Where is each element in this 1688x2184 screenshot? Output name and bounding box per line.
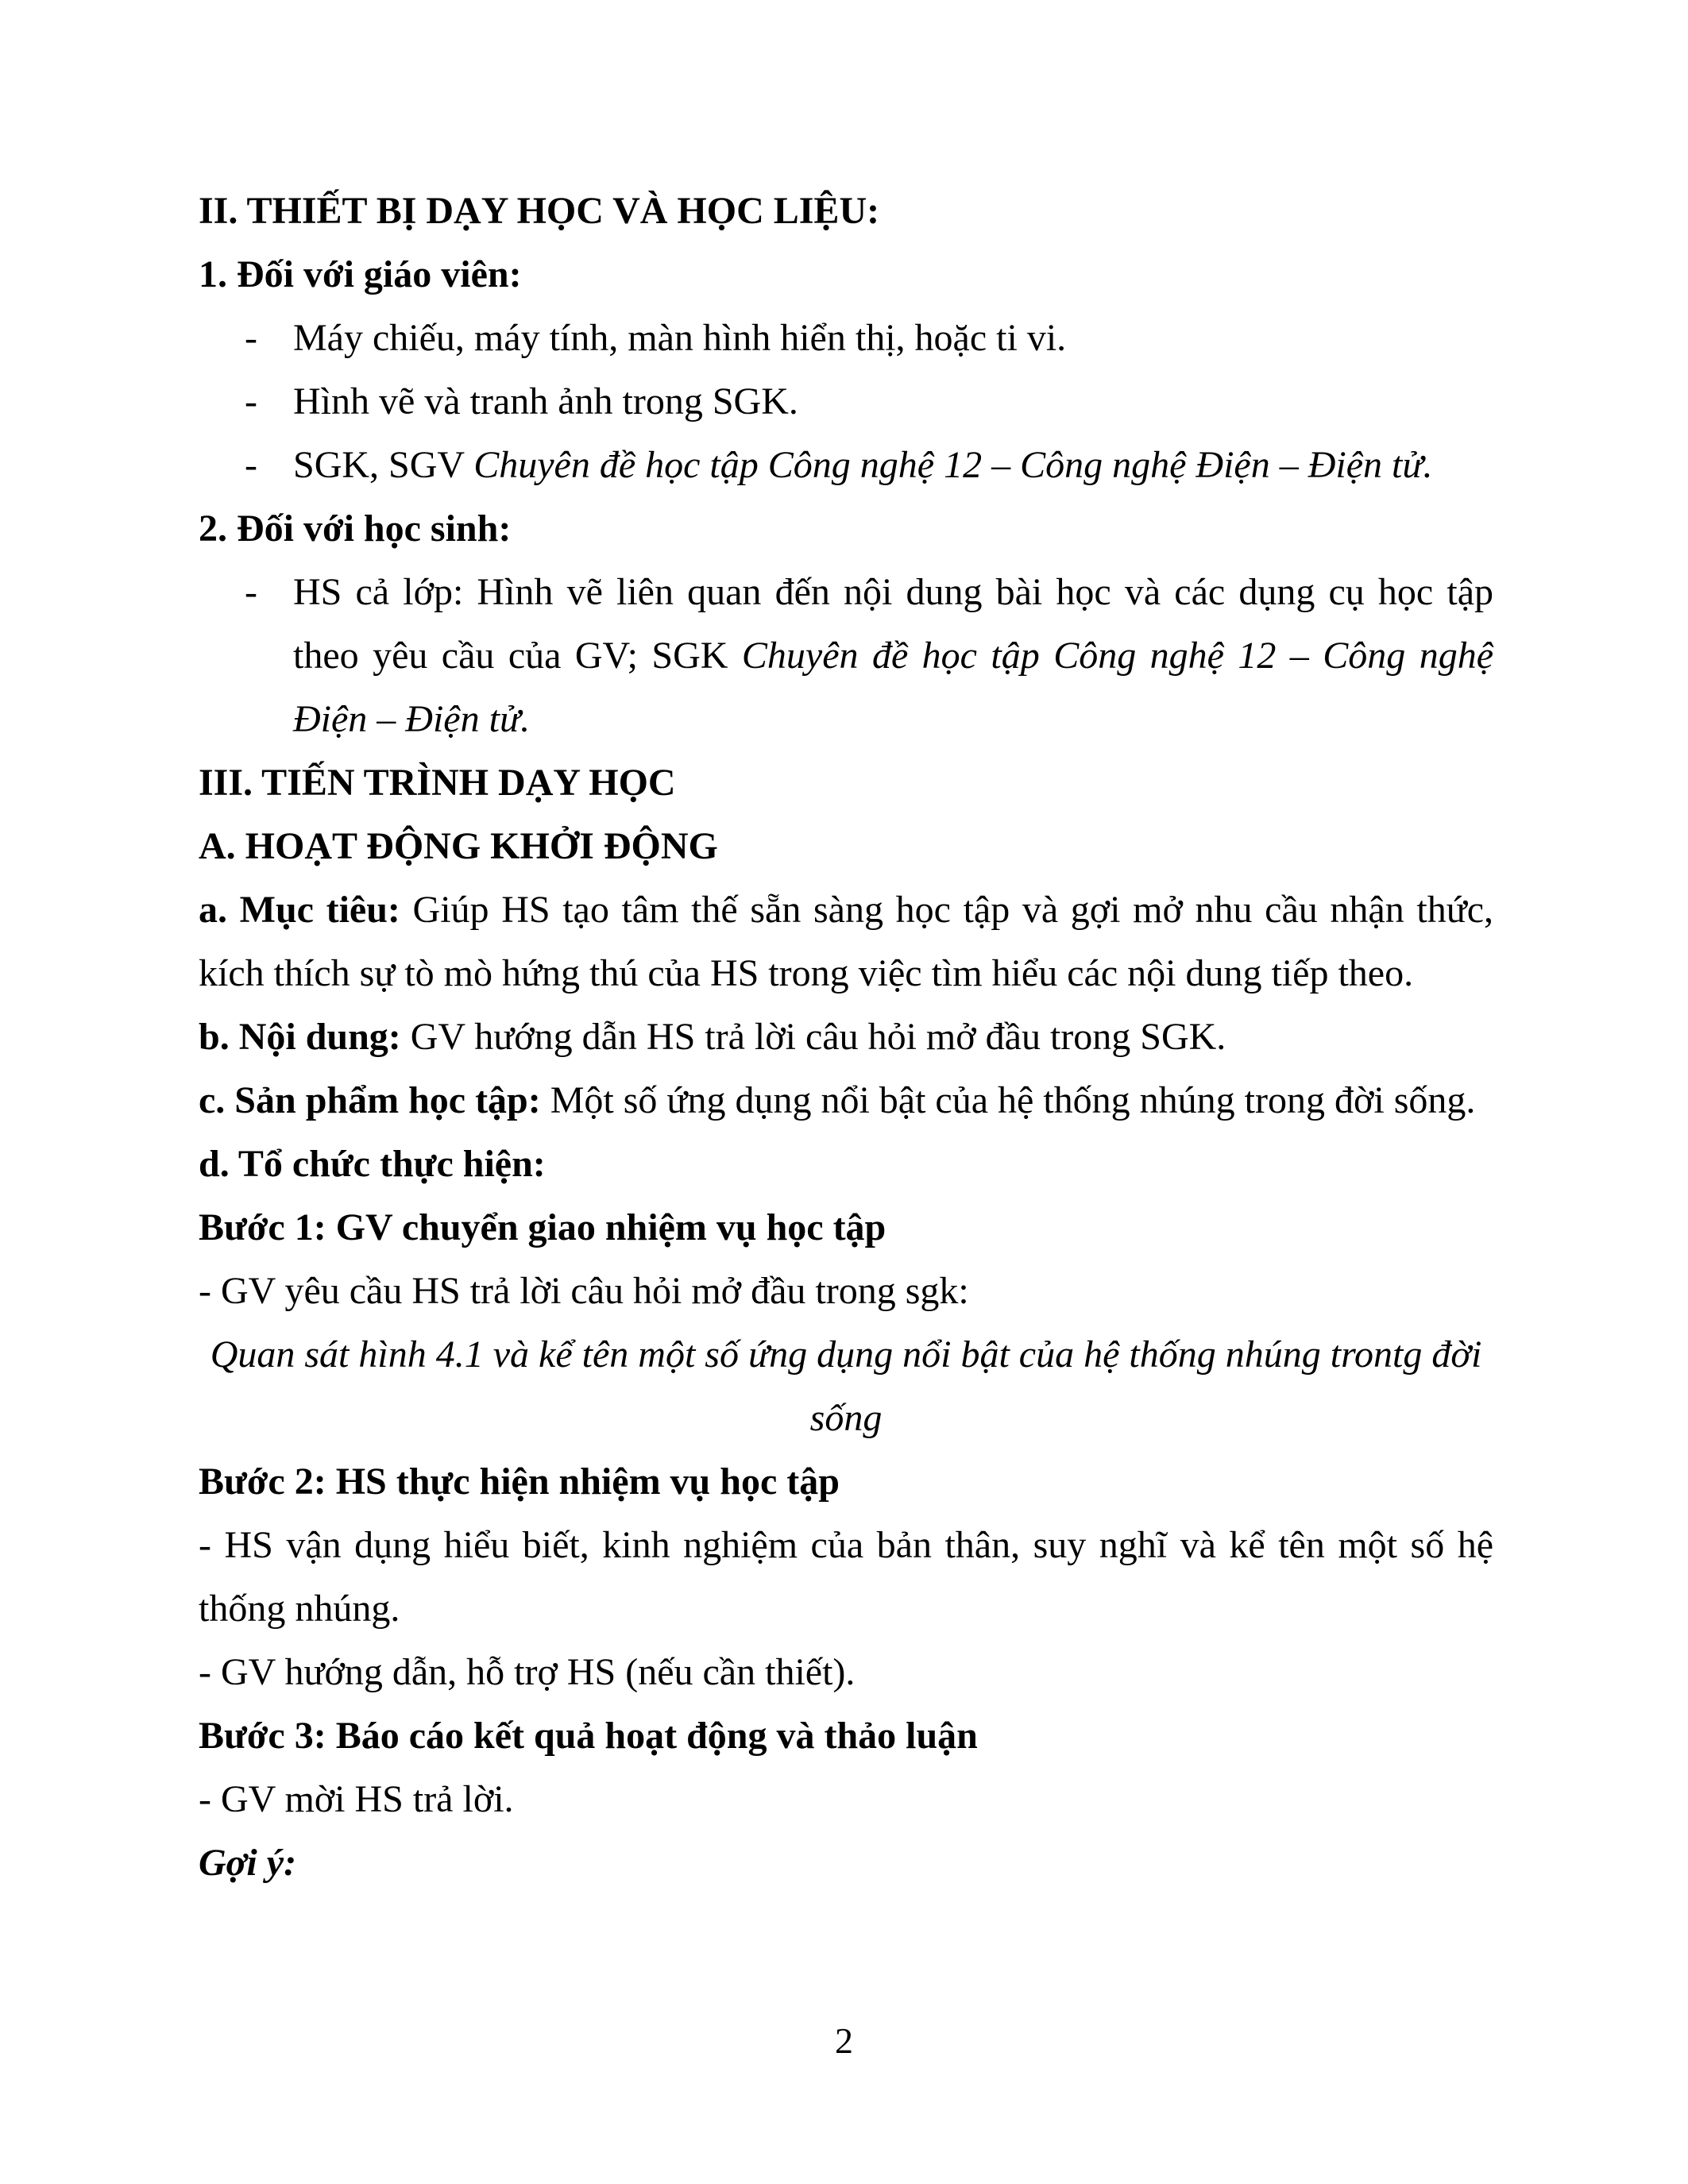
text-run: Gợi ý: [199,1842,297,1884]
text-run: d. Tổ chức thực hiện: [199,1143,546,1185]
para-to-chuc [199,1133,1493,1196]
list-hyphen-marker: - [245,444,257,486]
heading-buoc-2 [199,1450,1493,1514]
para-hs-van-dung [199,1514,1493,1641]
list-item-hs-ca-lop [199,561,1493,751]
heading-hoat-dong-khoi-dong [199,815,1493,878]
text-run: a. Mục tiêu: [199,889,413,931]
text-run: - GV mời HS trả lời. [199,1778,514,1820]
heading-buoc-3 [199,1704,1493,1768]
list-hyphen-marker: - [245,571,257,613]
para-goi-y [199,1831,1493,1895]
para-san-pham [199,1069,1493,1133]
para-gv-huong-dan [199,1641,1493,1704]
text-run: SGK, SGV [293,444,474,486]
text-run: GV hướng dẫn HS trả lời câu hỏi mở đầu trong SGK. [410,1016,1226,1058]
text-run: - HS vận dụng hiểu biết, kinh nghiệm của bản thân, suy nghĩ và kể tên một số hệ thống nhúng. [199,1524,1493,1630]
text-run: Chuyên đề học tập Công nghệ 12 – Công nghệ Điện – Điện tử. [293,635,1493,740]
text-run: II. THIẾT BỊ DẠY HỌC VÀ HỌC LIỆU: [199,190,880,232]
text-run: Bước 1: GV chuyển giao nhiệm vụ học tập [199,1206,886,1248]
text-run: Một số ứng dụng nổi bật của hệ thống nhúng trong đời sống. [550,1079,1476,1121]
heading-tien-trinh [199,751,1493,815]
text-run: Chuyên đề học tập Công nghệ 12 – Công nghệ Điện – Điện tử. [473,444,1433,486]
text-run: c. Sản phẩm học tập: [199,1079,550,1121]
text-run: Bước 3: Báo cáo kết quả hoạt động và thảo luận [199,1715,978,1757]
text-run: 1. Đối với giáo viên: [199,253,522,295]
list-item-sgk-sgv [199,434,1493,497]
para-gv-moi [199,1768,1493,1831]
para-quan-sat [199,1323,1493,1450]
para-noi-dung [199,1005,1493,1069]
text-run: b. Nội dung: [199,1016,411,1058]
para-gv-yeu-cau [199,1260,1493,1323]
list-hyphen-marker: - [245,380,257,423]
text-run: Bước 2: HS thực hiện nhiệm vụ học tập [199,1461,840,1503]
heading-buoc-1 [199,1196,1493,1260]
list-item-hinh-ve [199,370,1493,434]
list-hyphen-marker: - [245,317,257,359]
list-item-may-chieu [199,307,1493,370]
text-run: A. HOẠT ĐỘNG KHỞI ĐỘNG [199,825,718,867]
document-body [199,179,1493,1895]
page-number: 2 [835,2020,853,2061]
text-run: Hình vẽ và tranh ảnh trong SGK. [293,380,798,423]
text-run: Giúp HS tạo tâm thế sẵn sàng học tập và gợi mở nhu cầu nhận thức, kích thích sự tò mò hứng thú của HS trong việc tìm hiểu các nội dung tiếp theo. [199,889,1494,994]
text-run: HS cả lớp: Hình vẽ liên quan đến nội dung bài học và các dụng cụ học tập theo yêu cầu của GV; SGK [293,571,1493,677]
text-run: III. TIẾN TRÌNH DẠY HỌC [199,762,676,804]
text-run: Quan sát hình 4.1 và kể tên một số ứng dụng nổi bật của hệ thống nhúng trontg đời sống [210,1333,1482,1439]
text-run: Máy chiếu, máy tính, màn hình hiển thị, hoặc ti vi. [293,317,1067,359]
heading-doi-voi-giao-vien [199,243,1493,307]
text-run: - GV yêu cầu HS trả lời câu hỏi mở đầu trong sgk: [199,1270,969,1312]
para-muc-tieu [199,878,1493,1005]
heading-doi-voi-hoc-sinh [199,497,1493,561]
heading-thiet-bi [199,179,1493,243]
text-run: - GV hướng dẫn, hỗ trợ HS (nếu cần thiết). [199,1651,856,1693]
text-run: 2. Đối với học sinh: [199,507,512,550]
